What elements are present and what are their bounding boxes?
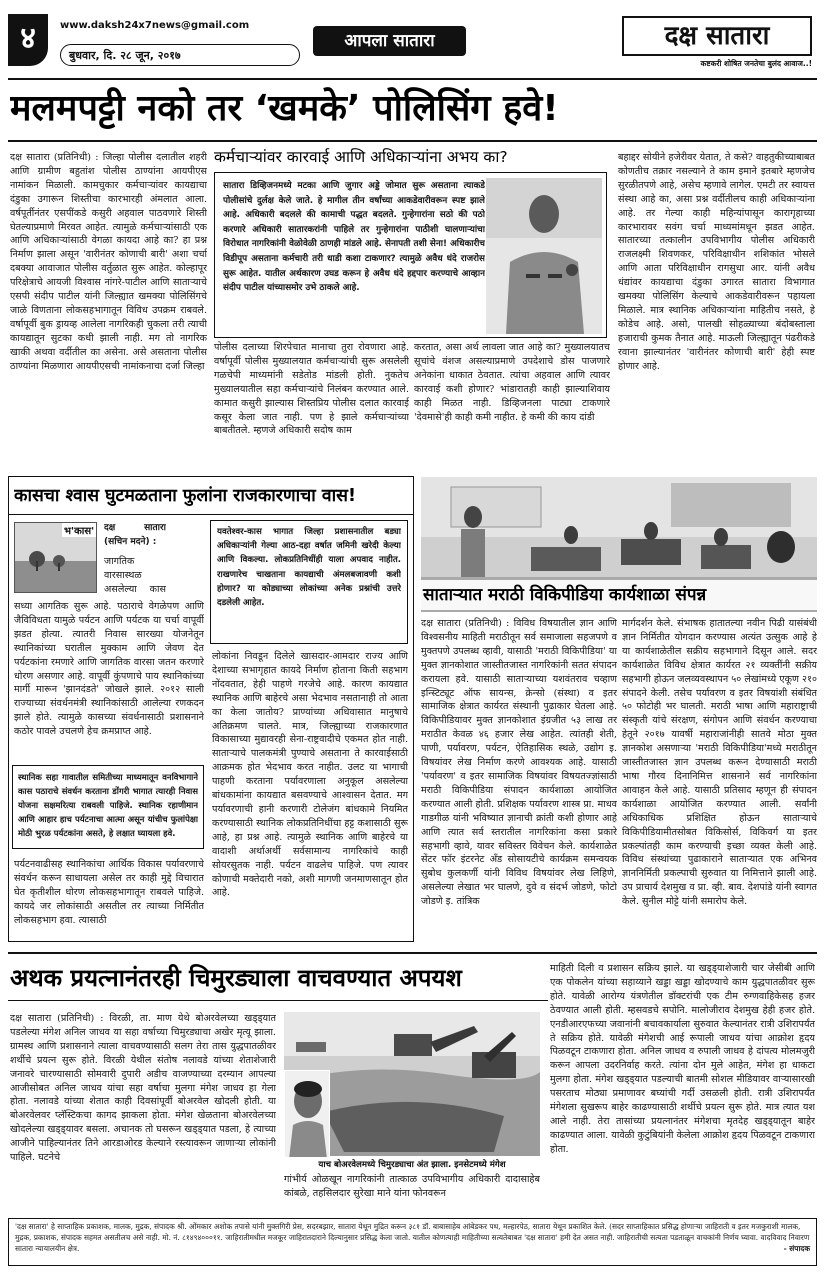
masthead-tagline: कष्टकरी शोषित जनतेचा बुलंद आवाज..! [700, 59, 812, 68]
section-label: आपला सातारा [313, 26, 466, 56]
kas-intro: जागतिक वारसास्थळ असलेल्या कास [104, 556, 166, 595]
rescue-col-3: माहिती दिली व प्रशासन सक्रिय झाले. या खड्ड्याशेजारी चार जेसीबी आणि एक पोकलेन यांच्या सहाय्याने खड्डा खड्डा खोदण्याचे काम युद्धपातळीवर सुरू होते. यावेळी आरोग्य यंत्रणेतील डॉक्टरांची एक टीम रुग्णवाहिकेसह हजर ठेवण्यात आली होती. म्हसवडचे सपोनि. मालोजीराव देशमुख हेही हजर होते. एनडीआरएफच्या जवानांनी बचावकार्याला सुरुवात केल्यानंतर रात्री उशिरापर्यंत ते सक्रिय होते. यावेळी मंगेशची आई रूपाली जाधव यांचा आक्रोश हृदय पिळवटून टाकणारा होता. अनिल जाधव व रुपाली जाधव हे दांपत्य मोलमजुरी करून आपला उदरनिर्वाह करते. त्यांना दोन मुले आहेत, मंगेश हा धाकटा मुलगा होता. मंगेश खड्ड्यात पडल्याची बातमी सोशल मीडियावर वाऱ्यासारखी पसरताच मोठ्या प्रमाणावर बघ्यांची गर्दी उसळली होती. रात्री उशिरापर्यंत मंगेशला सुखरूप बाहेर काढण्यासाठी शर्थीचे प्रयत्न सुरू होते. मात्र त्यात यश आले नाही. तेरा तासांच्या प्रयत्नानंतर मंगेशचा मृतदेह खड्ड्यातून बाहेर काढण्यात आला. यावेळी कुटुंबियांनी केलेला आक्रोश हृदय पिळवटून टाकणारा होता. [550, 963, 815, 1155]
lead-headline-rule [8, 140, 817, 142]
kas-thumb-caption: भ'कास' [62, 523, 96, 537]
imprint-text: 'दक्ष सातारा' हे साप्ताहिक प्रकाशक, मालक, मुद्रक, संपादक श्री. ओंमकार अशोक तपासे यांनी मुक्तगिरी प्रेस, सदरबझार, सातारा येथून मुद्रित करून ३८१ डॉ. बाबासाहेब आंबेडकर पथ, मल्हारपेठ, सातारा येथून प्रकाशित केले. (सदर साप्ताहिकात प्रसिद्ध होणाऱ्या जाहिराती व इतर मजकुराशी मालक, मुद्रक, प्रकाशक, संपादक सहमत असतीलच असे नाही. मो. नं. ८१४९४०००११. जाहिरातीमधील मजकूर जाहिरातदाराने दिल्यानुसार प्रसिद्ध केला जातो. यातील कोणत्याही माहितीच्या सत्यतेबाबत 'दक्ष सातारा' हमी देत असत नाही. जाहिरातीची सत्यता पडताळून वाचकांनी निर्णय घ्यावा. वादविवाद निवारण सातारा न्यायालयीन क्षेत्र. [15, 1222, 810, 1254]
lead-subheadline: कर्मचाऱ्यांवर कारवाई आणि अधिकाऱ्यांना अभय का? [214, 148, 508, 166]
rescue-headline: अथक प्रयत्नानंतरही चिमुरड्याला वाचवण्यात अपयश [10, 964, 462, 992]
kas-boxed-text: यवतेश्वर-कास भागात जिल्हा प्रशासनातील बड्या अधिकाऱ्यांनी गेल्या आठ-दहा वर्षात जमिनी खरेदी केल्या आणि विकल्या. लोकप्रतिनिधींही याला अपवाद नाहीत. राखणारेच चाखताना कायद्याची अंमलबजावणी कशी होणार? या कोड्याच्या लोकांच्या अनेक प्रश्नांची उत्तरे दडलेली आहेत. [210, 520, 408, 644]
mid-rule [8, 952, 817, 954]
wiki-col-2: मार्गदर्शन केले. संभाषक हातातल्या नवीन पिढी यासंबंधी ज्ञान निर्मितीत योगदान करण्यास अत्यंत उत्सुक आहे हे या कार्यशाळेतील सक्रीय सहभागाने दिसून आले. सदर कार्यशाळेत विविध क्षेत्रात कार्यरत २१ व्यक्तींनी सक्रीय सहभागी होऊन जलव्यवस्थापन ५० लेखांमध्ये एकूण २१० संपादने केली. तसेच पर्यावरण व इतर विषयांशी संबंधित ५० फोटोही भर घालती. मराठी भाषा आणि महाराष्ट्राची संस्कृती यांचे संरक्षण, संगोपन आणि संवर्धन करण्याचा हेतूने २०१७ यावर्षी महाराजांनीही सातवे मोठा मुक्त ज्ञानकोश असणाऱ्या 'मराठी विकिपीडिया'मध्ये मराठीतून जास्तीतजास्त ज्ञान उपलब्ध करून देण्यासाठी मराठी भाषा गौरव दिनानिमित्त शासनाने सर्व नागरिकांना आवाहन केले आहे. यासाठी प्रतिसाद म्हणून ही संपादन कार्यशाळा आयोजित करण्यात आली. सर्वांनी अधिकाधिक प्रशिक्षित होऊन साताऱ्याचे विकिपीडियामीतसोबत विकिसोर्स, विकिवर्ग या इतर प्रकल्पांतही काम करण्याची इच्छा व्यक्त केली आहे. विविध संस्थांच्या पुढाकाराने साताऱ्यात एक अभिनव ज्ञाननिर्मिती प्रकल्पाची सुरुवात या निमित्ताने झाली आहे. उप प्राचार्य देशमुख व प्रा. व्ही. बाव. देशपांडे यांनी स्वागत केले. सुनील मोट्टे यांनी समारोप केले. [622, 618, 817, 908]
kas-byline: दक्ष सातारा (सचिन मदने) : [104, 523, 166, 547]
header-email[interactable]: www.daksh24x7news@gmail.com [60, 20, 250, 31]
rescue-headline-rule [8, 1000, 548, 1001]
page-number: ४ [20, 21, 36, 56]
kas-headline-rule [8, 514, 414, 515]
child-portrait-photo-icon [284, 1070, 330, 1158]
kas-col-1b: पर्यटनवाढीसह स्थानिकांचा आर्थिक विकास पर्यावरणाचे संवर्धन करून साधायला असेल तर काही मुद्दे विचारात घेत कृतीशील धोरण लोकसहभागातून राबवले पाहिजे. कायदे जर लोकांसाठी असतील तर त्याच्या निर्मितीत लोकसहभाग हवा. त्यासाठी [14, 859, 204, 926]
police-officer-photo-icon [486, 178, 602, 334]
rescue-photo-caption: याच बोअरवेलमध्ये चिमुरड्याचा अंत झाला. इनसेटमध्ये मंगेश [318, 1160, 506, 1170]
lead-col-3: करतात, असा अर्थ लावला जात आहे का? मुख्यालयातच सूचांचे वंशज असल्याप्रमाणे उपदेशाचे डोस पाजणारे अनेकांना धाकात ठेवतात. त्यांचा अहवाल आणि त्यावर कारवाई कशी होणार? भांडारातही काही झाल्याशिवाय काही मिळत नाही. डिव्हिजनला पाट्या टाकणारे 'देवमासे'ही काही कमी नाहीत. हे कमी की काय दांडी [414, 342, 610, 423]
lead-col-2: पोलीस दलाच्या शिरपेचात मानाचा तुरा रोवणारा आहे. वर्षापूर्वी पोलीस मुख्यालयात कर्मचाऱ्यांची सुरू असलेली गळचेपी माध्यमांनी सडेतोड मांडली होती. नुकतेच मुख्यालयातील सहा कर्मचाऱ्यांचे निलंबन करण्यात आले. कामात कसुरी झाल्यास शिस्तप्रिय पोलीस दलात कारवाई कसूर केला जात नाही. पण हे झाले कर्मचाऱ्यांच्या बाबतीतले. म्हणजे अधिकारी सदोष काम [214, 342, 409, 437]
wiki-col-1: दक्ष सातारा (प्रतिनिधी) : विविध विषयातील ज्ञान आणि विश्वसनीय माहिती मराठीतून सर्व समाजाला सहजपणे व मुक्तपणे उपलब्ध व्हावी, यासाठी 'मराठी विकिपीडिया' या मुक्त ज्ञानकोशात जास्तीतजास्त नागरिकांनी सतत संपादन करायला हवे. यासाठी साताऱ्याच्या यशवंतराव चव्हाण इन्स्टिट्यूट ऑफ सायन्स, क्रेन्सो (संस्था) व इतर सामाजिक क्षेत्रात कार्यरत संस्थानी पुढाकार घेतला आहे. विकिपीडियावर मुक्त ज्ञानकोशात इंग्रजीत ५३ लाख तर मराठीत केवळ ४६ हजार लेख आहेत. त्यांतही शेती, पाणी, पर्यावरण, पर्यटन, ऐतिहासिक स्थळे, उद्योग इ. विषयांवर लेख निर्माण करणे आवश्यक आहे. यासाठी 'पर्यावरण' व इतर सामाजिक विषयांवर विषयतज्ज्ञांसाठी मराठी विकिपीडिया संपादन कार्यशाळा आयोजित करण्यात आली होती. प्रशिक्षक पर्यावरण शास्त्र प्रा. माधव गाडगीळ यांनी भविष्यात ज्ञानाची क्रांती कशी होणार आहे आणि त्यात सर्व स्तरातील नागरिकांना कसा प्रकारे सहभागी व्हावे, यावर सविस्तर विवेचन केले. कार्यशाळेत सेंटर फॉर इंटरनेट अँड सोसायटीचे कार्यक्रम समन्वयक सुबोध कुलकर्णी यांनी विविध विषयांवर लेख लिहिणे, असलेल्या लेखात भर घालणे, दुवे व संदर्भ जोडणे, फोटो जोडणे इ. तांत्रिक [421, 618, 617, 908]
lead-boxed-text: सातारा डिव्हिजनमध्ये मटका आणि जुगार अड्डे जोमात सुरू असताना त्याकडे पोलीसांचे दुर्लक्ष केले जाते. हे मागील तीन वर्षांच्या आकडेवारीवरून स्पष्ट झाले आहे. अधिकारी बदलले की कामाची पद्धत बदलते. गुन्हेगारांना सठो की पठो करणारे अधिकारी सातारकरांनी पाहिले तर गुन्हेगारांना पाठीशी घालणाऱ्यांचा विरोधात नागरिकांनी वेळोवेळी ठाणही मांडले आहे. सेनापती तशी सेना! अधिकारीच विडीपूप असताना कर्मचारी तरी धाडी कशा टाकणार? त्यामुळे अवैध धंदे राजरोस सुरू आहेत. यातील अर्थकारण उघड करून हे अवैध धंदे हद्दपार करण्याचे आव्हान संदीप पाटील यांच्यासमोर उभे ठाकले आहे. [214, 172, 607, 338]
lead-col-4: बहाद्दर सोयीने हजेरीवर येतात, ते कसे? वाहतुकीच्याबाबत कोणतीच तक्रार नसल्याने ते काम इमाने इतबारे म्हणजेच सुरळीतपणे आहे, असेच म्हणावे लागेल. एमटी तर स्वायत्त संस्था आहे का, असा प्रश्न वर्दीतीलच काही अधिकाऱ्यांना आहे. तर गेल्या काही महिन्यांपासून कारागृहाच्या कारभारावर सवंग चर्चा माध्यमांमधून झडत आहेत. सातारच्या तत्कालीन उपविभागीय पोलीस अधिकारी राजलक्ष्मी शिवणकर, परिविक्षाधीन शशिकांत भोसले आणि आता परिविक्षाधीन रागसुधा आर. यांनी अवैध धंद्यांवर कायद्याचा दंडुका उगारत सातारा विभागात खमक्या पोलिसिंग केल्याचे आकडेवारीवरून पहायला मिळाले. मात्र स्थानिक अधिकाऱ्यांना माहितीच नसते, हे कोडेच आहे. असो, पालखी सोहळ्याच्या बंदोबस्ताला हजाराची कुमक तैनात आहे. माऊली जिल्ह्यातून पंढरीकडे रवाना झाल्यानंतर 'वारीनंतर कोणाची बारी' हेही स्पष्ट होणार आहे. [618, 152, 815, 372]
rescue-col-2: गांभीर्य ओळखून नागरिकांनी तात्काळ उपविभागीय अधिकारी दादासाहेब कांबळे, तहसिलदार सुरेखा माने यांना फोनवरून [284, 1174, 540, 1199]
kas-boxed-text-2: स्थानिक सहा गावातील समितीच्या माध्यमातून वनविभागाने कास पठाराचे संवर्धन करताना डोंगरी भागात त्यारही निवास योजना सक्षमरित्या राबवली पाहिजे. स्थानिक रहाणीमान आणि आहार हाच पर्यटनाचा आत्मा असून यांचीच फुलांपेक्षा मोठी भुरळ पर्यटकांना असते, हे लक्षात घ्यायला हवे. [12, 765, 204, 849]
header-rule [8, 78, 817, 80]
kas-col-1: सध्या आगतिक सुरू आहे. पठाराचे वेगळेपण आणि जैविविधता यामुळे पर्यटन आणि पर्यटक या चर्चा वापूर्वी झडत होत्या. त्यातरी निवास सारख्या योजनेतून स्थानिकांच्या घरातील मुक्काम आणि जेवण देत पर्यटकांना रमणारे आणि जागतिक वारसा जतन करणारे धोरण असणार आहे. वापूर्वी कुंपणाचे पाय स्थानिकांच्या मार्गी मारून 'झानदंडते' जोखले झाले. २०१२ साली राज्याच्या संवर्धनमंत्री स्थानिकांसाठी आलेल्या रणकदन झाले होते. त्यामुळे कासच्या संवर्धनासाठी प्रशासनाने कठोर पावले उचलणे हेच क्रमप्राप्त आहे. [14, 601, 204, 738]
lead-headline: मलमपट्टी नको तर ‘खमके’ पोलिसिंग हवे! [10, 88, 559, 129]
header-date: बुधवार, दि. २८ जून, २०१७ [60, 44, 300, 66]
rescue-col-1: दक्ष सातारा (प्रतिनिधी) : विरळी, ता. माण येथे बोअरवेलच्या खड्ड्यात पडलेल्या मंगेश अनिल जाधव या सहा वर्षाच्या चिमुरड्याचा अखेर मृत्यू झाला. ग्रामस्थ आणि प्रशासनाने त्याला वाचवण्यासाठी सलग तेरा तास युद्धपातळीवर शर्थीचे प्रयत्न सुरू होते. विरळी येथील संतोष नलावडे यांच्या शेताशेजारी जनावरे चारण्यासाठी सोमवारी दुपारी अडीच वाजण्याच्या दरम्यान आपल्या आजीसोबत अनिल जाधव यांचा सहा वर्षाचा मुलगा मंगेश जाधव हा गेला होता. नलावडे यांच्या शेतात काही दिवसांपूर्वी बोअरवेल खोदली होती. या बोअरवेलवर प्लॅस्टिकचा कागद झाकला होता. मंगेश खेळताना बोअरवेलच्या खोदलेल्या खड्ड्यावर बसला. अचानक तो घसरून खड्ड्यात पडला, हे त्याच्या आजीने पाहिल्यानंतर तिने आरडाओरड केल्याने रस्त्यावरून जाणाऱ्या लोकांनी पाहिले. घटनेचे [10, 1013, 276, 1164]
imprint-editor: - संपादक [783, 1244, 810, 1254]
kas-col-2: लोकांना निवडून दिलेले खासदार-आमदार राज्य आणि देशाच्या सभागृहात कायदे निर्माण होताना किती सहभाग नोंदवतात, हेही पाहणे गरजेचे आहे. कारण कायद्यात स्थानिक आणि बाहेरचे असा भेदभाव नसतानाही तो आता का केला जातोय? प्राण्यांच्या अधिवासात मानुषाचे अतिक्रमण चालते. मात्र, जिल्ह्याच्या राजकारणात विकासाच्या मुद्यावरही सेना-राष्ट्रवादीचे एकमत होत नाही. साताऱ्याचे पालकमंत्री पुण्याचे असताना ते कारवाईसाठी आक्रमक होत भेदभाव करत नाहीत. उलट या भागाची पाहणी करताना पर्यावरणाला अनुकूल असलेल्या बांधकामांना कायद्यात बसवण्याचे आश्वासन देतात. मग पर्यावरणाची हानी करणारी टोलेजंग बांधकामे नियमित करण्यासाठी स्थानिक लोकप्रतिनिधींचा हट्ट कशासाठी सुरू आहे, हा प्रश्न आहे. त्यामुळे स्थानिक आणि बाहेरचे या वादाशी अर्थाअर्थी सर्वसामान्य नागरिकांचे काही सोयरसुतक नाही. पर्यटन वाढलेच पाहिजे. पण त्यावर कोणाची मक्तेदारी नको, अशी मागणी जनमाणसातून होत आहे. [212, 651, 408, 899]
lead-col-1: दक्ष सातारा (प्रतिनिधी) : जिल्हा पोलीस दलातील शहरी आणि ग्रामीण बहुतांश पोलीस ठाण्यांना आयपीएस नामांकन मिळाली. कामचुकार कर्मचाऱ्यांवर कायद्याचा दंडुका उगारून शिस्तीचा कारभारही अंमलात आला. वर्षपूर्तीनंतर एसपींकडे कसुरी अहवाल पाठवणारे शिस्ती घेतल्याप्रमाणे मिरवत आहेत. त्यामुळे कर्मचाऱ्यांसाठी एक आणि अधिकाऱ्यांसाठी वेगळा कायदा आहे का? हा प्रश्न निर्माण झाला असून 'वारीनंतर कोणाची बारी' अशा चर्चा दबक्या आवाजात पोलीस वर्तुळात सुरू आहेत. कोल्हापूर परिक्षेत्राचे आयजी विश्वास नांगरे-पाटील आणि साताऱ्याचे एसपी संदीप पाटील यांनी जिल्ह्यात खमक्या पोलिसिंगचे जाळे विणताना लोकसहभागातून विविध उपक्रम राबवले. वर्षापूर्वी बुक ड्रायव्ह आलेला नागरिकही चुकला तरी त्याची कायद्यातून सुटका कधी झाली नाही. मग तो नागरिक खाकी अथवा वर्दीतील का असेना. असे असताना पोलीस ठाण्यांना मिळणारा आयपीएसची नामांकनाचा दर्जा जिल्हा [10, 152, 207, 372]
imprint-footer [8, 1218, 817, 1266]
wiki-headline: साताऱ्यात मराठी विकिपीडिया कार्यशाळा संपन्न [421, 580, 817, 610]
masthead: दक्ष सातारा [622, 16, 812, 56]
kas-headline: कासचा श्वास घुटमळताना फुलांना राजकारणाचा वास! [14, 486, 356, 506]
